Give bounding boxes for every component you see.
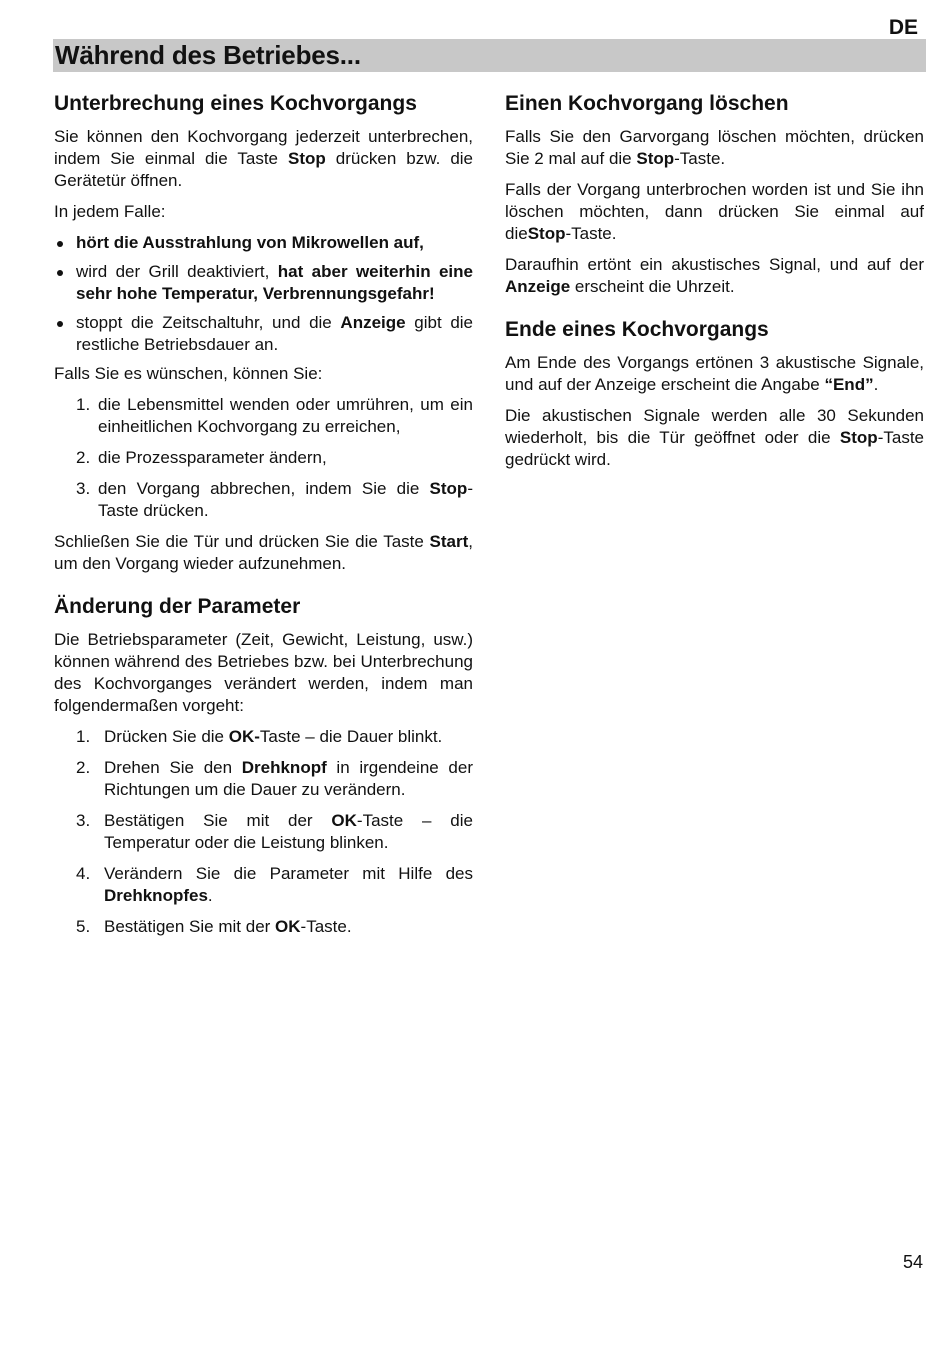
paragraph: Schließen Sie die Tür und drücken Sie die Taste Start, um den Vorgang wieder aufzunehmen. — [54, 532, 473, 573]
right-column — [505, 90, 924, 480]
bullet-item: wird der Grill deaktiviert, hat aber weiterhin eine sehr hohe Temperatur, Verbrennungsgefahr! — [54, 261, 473, 305]
paragraph: Die akustischen Signale werden alle 30 Sekunden wiederholt, bis die Tür geöffnet oder die Stop-Taste gedrückt wird. — [505, 406, 924, 469]
list-item: 3. Bestätigen Sie mit der OK-Taste – die Temperatur oder die Leistung blinken. — [76, 811, 473, 852]
section-heading-interruption: Unterbrechung eines Kochvorgangs — [54, 92, 417, 115]
paragraph: In jedem Falle: — [54, 202, 166, 221]
list-item: 4. Verändern Sie die Parameter mit Hilfe des Drehknopfes. — [76, 864, 473, 905]
list-item: 3. den Vorgang abbrechen, indem Sie die Stop-Taste drücken. — [76, 479, 473, 520]
paragraph: Falls der Vorgang unterbrochen worden ist und Sie ihn löschen möchten, dann drücken Sie einmal auf dieStop-Taste. — [505, 180, 924, 243]
section-heading-end: Ende eines Kochvorgangs — [505, 318, 769, 341]
left-column — [54, 90, 473, 947]
list-item: 1. die Lebensmittel wenden oder umrühren, um ein einheitlichen Kochvorgang zu erreichen, — [76, 395, 473, 436]
list-item: 2. Drehen Sie den Drehknopf in irgendeine der Richtungen um die Dauer zu verändern. — [76, 758, 473, 799]
paragraph: Falls Sie den Garvorgang löschen möchten, drücken Sie 2 mal auf die Stop-Taste. — [505, 127, 924, 168]
section-heading-cancel: Einen Kochvorgang löschen — [505, 92, 789, 115]
paragraph: Falls Sie es wünschen, können Sie: — [54, 364, 323, 383]
paragraph: Sie können den Kochvorgang jederzeit unterbrechen, indem Sie einmal die Taste Stop drücken bzw. die Gerätetür öffnen. — [54, 127, 474, 190]
page-number: 54 — [902, 1252, 923, 1272]
language-label: DE — [888, 16, 918, 39]
page-title-bar — [53, 39, 926, 72]
paragraph: Daraufhin ertönt ein akustisches Signal, und auf der Anzeige erscheint die Uhrzeit. — [505, 255, 924, 296]
paragraph: Am Ende des Vorgangs ertönen 3 akustische Signale, und auf der Anzeige erscheint die Angabe “End”. — [505, 353, 924, 394]
list-item: 5. Bestätigen Sie mit der OK-Taste. — [76, 917, 352, 936]
paragraph: Die Betriebsparameter (Zeit, Gewicht, Leistung, usw.) können während des Betriebes bzw. bei Unterbrechung des Kochvorganges verändert werden, indem man folgendermaßen vorgeht: — [54, 630, 473, 715]
page-title: Während des Betriebes... — [55, 40, 361, 70]
bullet-item: stoppt die Zeitschaltuhr, und die Anzeige gibt die restliche Betriebsdauer an. — [54, 312, 473, 356]
list-item: 1. Drücken Sie die OK-Taste – die Dauer blinkt. — [76, 727, 443, 746]
list-item: 2. die Prozessparameter ändern, — [76, 448, 327, 467]
bullet-item: hört die Ausstrahlung von Mikrowellen auf, — [54, 232, 473, 254]
section-heading-parameters: Änderung der Parameter — [54, 595, 301, 618]
